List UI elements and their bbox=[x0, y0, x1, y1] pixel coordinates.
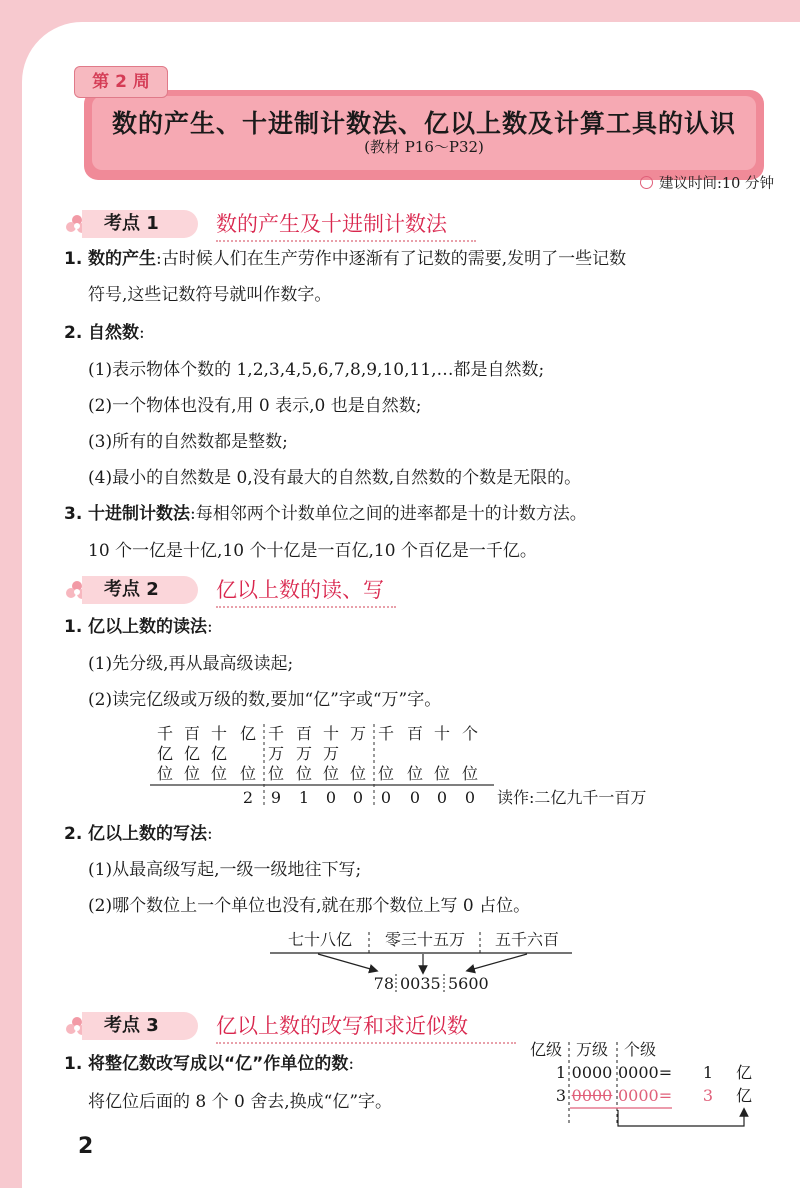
convert-r1-ge: 0000= bbox=[618, 1063, 673, 1082]
place-table-row2-cell: 万 bbox=[322, 744, 339, 763]
place-table-row3-cell: 位 bbox=[406, 764, 423, 783]
write-part-1: 78 bbox=[373, 974, 394, 993]
convert-r1-yi: 1 bbox=[555, 1063, 566, 1082]
convert-table-lines bbox=[22, 22, 800, 1188]
place-table-row2-cell: 万 bbox=[267, 744, 284, 763]
convert-r1-unit: 亿 bbox=[735, 1063, 752, 1082]
place-table-row1-cell: 百 bbox=[183, 724, 200, 743]
place-table-row3-cell: 位 bbox=[377, 764, 394, 783]
place-table-row3-cell: 位 bbox=[239, 764, 256, 783]
s2-read-heading: 1. 亿以上数的读法: bbox=[64, 617, 213, 637]
section-3-tag: 考点 3 bbox=[82, 1012, 198, 1040]
convert-r1-wan: 0000 bbox=[571, 1063, 613, 1082]
time-note-text: 建议时间:10 分钟 bbox=[659, 176, 774, 192]
place-table-row1-cell: 十 bbox=[322, 724, 339, 743]
page bbox=[22, 22, 800, 1188]
convert-r1-result: 1 bbox=[702, 1063, 714, 1082]
write-part-3: 5600 bbox=[448, 974, 489, 993]
place-table-digits-cell: 0 bbox=[352, 788, 364, 807]
write-group-1: 七十八亿 bbox=[287, 930, 352, 949]
write-group-3: 五千六百 bbox=[494, 930, 559, 949]
natural-point-3: (3)所有的自然数都是整数; bbox=[88, 432, 288, 452]
place-table-row3-cell: 位 bbox=[322, 764, 339, 783]
s1-item-3-cont: 10 个一亿是十亿,10 个十亿是一百亿,10 个百亿是一千亿。 bbox=[88, 541, 537, 561]
place-table-digits-cell: 2 bbox=[242, 788, 254, 807]
place-table-row1-cell: 十 bbox=[433, 724, 450, 743]
place-table-row1-cell: 百 bbox=[406, 724, 423, 743]
convert-header-yi: 亿级 bbox=[529, 1040, 562, 1059]
place-table-row3-cell: 位 bbox=[349, 764, 366, 783]
place-table-row2-cell: 亿 bbox=[183, 744, 200, 763]
s1-item-1: 1. 数的产生:古时候人们在生产劳作中逐渐有了记数的需要,发明了一些记数 bbox=[64, 249, 627, 269]
read-point-1: (1)先分级,再从最高级读起; bbox=[88, 654, 294, 674]
s1-item-1-cont: 符号,这些记数符号就叫作数字。 bbox=[88, 285, 332, 305]
place-table-digits-cell: 0 bbox=[436, 788, 448, 807]
place-table-row3-cell: 位 bbox=[295, 764, 312, 783]
s1-item-3: 3. 十进制计数法:每相邻两个计数单位之间的进率都是十的计数方法。 bbox=[64, 504, 587, 524]
section-1-title: 数的产生及十进制计数法 bbox=[216, 212, 447, 236]
write-point-2: (2)哪个数位上一个单位也没有,就在那个数位上写 0 占位。 bbox=[88, 896, 531, 916]
natural-point-2: (2)一个物体也没有,用 0 表示,0 也是自然数; bbox=[88, 396, 422, 416]
place-table-digits-cell: 9 bbox=[270, 788, 282, 807]
convert-r2-ge: 0000= bbox=[618, 1086, 673, 1105]
natural-point-4: (4)最小的自然数是 0,没有最大的自然数,自然数的个数是无限的。 bbox=[88, 468, 582, 488]
place-table-digits-cell: 0 bbox=[325, 788, 337, 807]
place-table-row1-cell: 万 bbox=[349, 724, 366, 743]
place-table-row1-cell: 十 bbox=[210, 724, 227, 743]
reading-text: 读作:二亿九千一百万 bbox=[497, 788, 647, 807]
place-table-row3-cell: 位 bbox=[267, 764, 284, 783]
s3-item-1-text: 将亿位后面的 8 个 0 舍去,换成“亿”字。 bbox=[88, 1092, 393, 1112]
place-table-digits-cell: 0 bbox=[409, 788, 421, 807]
section-1-tag: 考点 1 bbox=[82, 210, 198, 238]
place-table-row1-cell: 亿 bbox=[239, 724, 256, 743]
s1-item-2: 2. 自然数: bbox=[64, 323, 145, 343]
place-table-digits-cell: 1 bbox=[298, 788, 310, 807]
write-group-2: 零三十五万 bbox=[384, 930, 465, 949]
section-2-tag: 考点 2 bbox=[82, 576, 198, 604]
place-table-row1-cell: 个 bbox=[461, 724, 478, 743]
convert-r2-result: 3 bbox=[702, 1086, 714, 1105]
place-table-row1-cell: 百 bbox=[295, 724, 312, 743]
place-table-digits-cell: 0 bbox=[464, 788, 476, 807]
convert-r2-yi: 3 bbox=[555, 1086, 566, 1105]
place-table-row1-cell: 千 bbox=[377, 724, 394, 743]
place-table-row3-cell: 位 bbox=[461, 764, 478, 783]
s2-write-heading: 2. 亿以上数的写法: bbox=[64, 824, 213, 844]
place-table-row1-cell: 千 bbox=[267, 724, 284, 743]
sub-title: (教材 P16～P32) bbox=[364, 138, 484, 156]
place-table-row2-cell: 万 bbox=[295, 744, 312, 763]
convert-r2-wan: 0000 bbox=[571, 1086, 613, 1105]
read-point-2: (2)读完亿级或万级的数,要加“亿”字或“万”字。 bbox=[88, 690, 442, 710]
place-table-row3-cell: 位 bbox=[183, 764, 200, 783]
write-part-2: 0035 bbox=[400, 974, 441, 993]
convert-header-wan: 万级 bbox=[575, 1040, 608, 1059]
place-table-row3-cell: 位 bbox=[156, 764, 173, 783]
convert-r2-unit: 亿 bbox=[735, 1086, 752, 1105]
place-table-digits-cell: 0 bbox=[380, 788, 392, 807]
place-table-row3-cell: 位 bbox=[433, 764, 450, 783]
s3-item-1: 1. 将整亿数改写成以“亿”作单位的数: bbox=[64, 1054, 355, 1074]
natural-point-1: (1)表示物体个数的 1,2,3,4,5,6,7,8,9,10,11,…都是自然数; bbox=[88, 360, 545, 380]
week-tag: 第 2 周 bbox=[74, 66, 168, 98]
main-title: 数的产生、十进制计数法、亿以上数及计算工具的认识 bbox=[111, 109, 736, 138]
page-number: 2 bbox=[78, 1134, 94, 1159]
place-table-row1-cell: 千 bbox=[156, 724, 173, 743]
place-table-row2-cell: 亿 bbox=[156, 744, 173, 763]
section-2-title: 亿以上数的读、写 bbox=[216, 578, 384, 602]
write-point-1: (1)从最高级写起,一级一级地往下写; bbox=[88, 860, 362, 880]
section-3-title: 亿以上数的改写和求近似数 bbox=[216, 1014, 468, 1038]
place-table-row2-cell: 亿 bbox=[210, 744, 227, 763]
place-table-row3-cell: 位 bbox=[210, 764, 227, 783]
convert-header-ge: 个级 bbox=[623, 1040, 656, 1059]
